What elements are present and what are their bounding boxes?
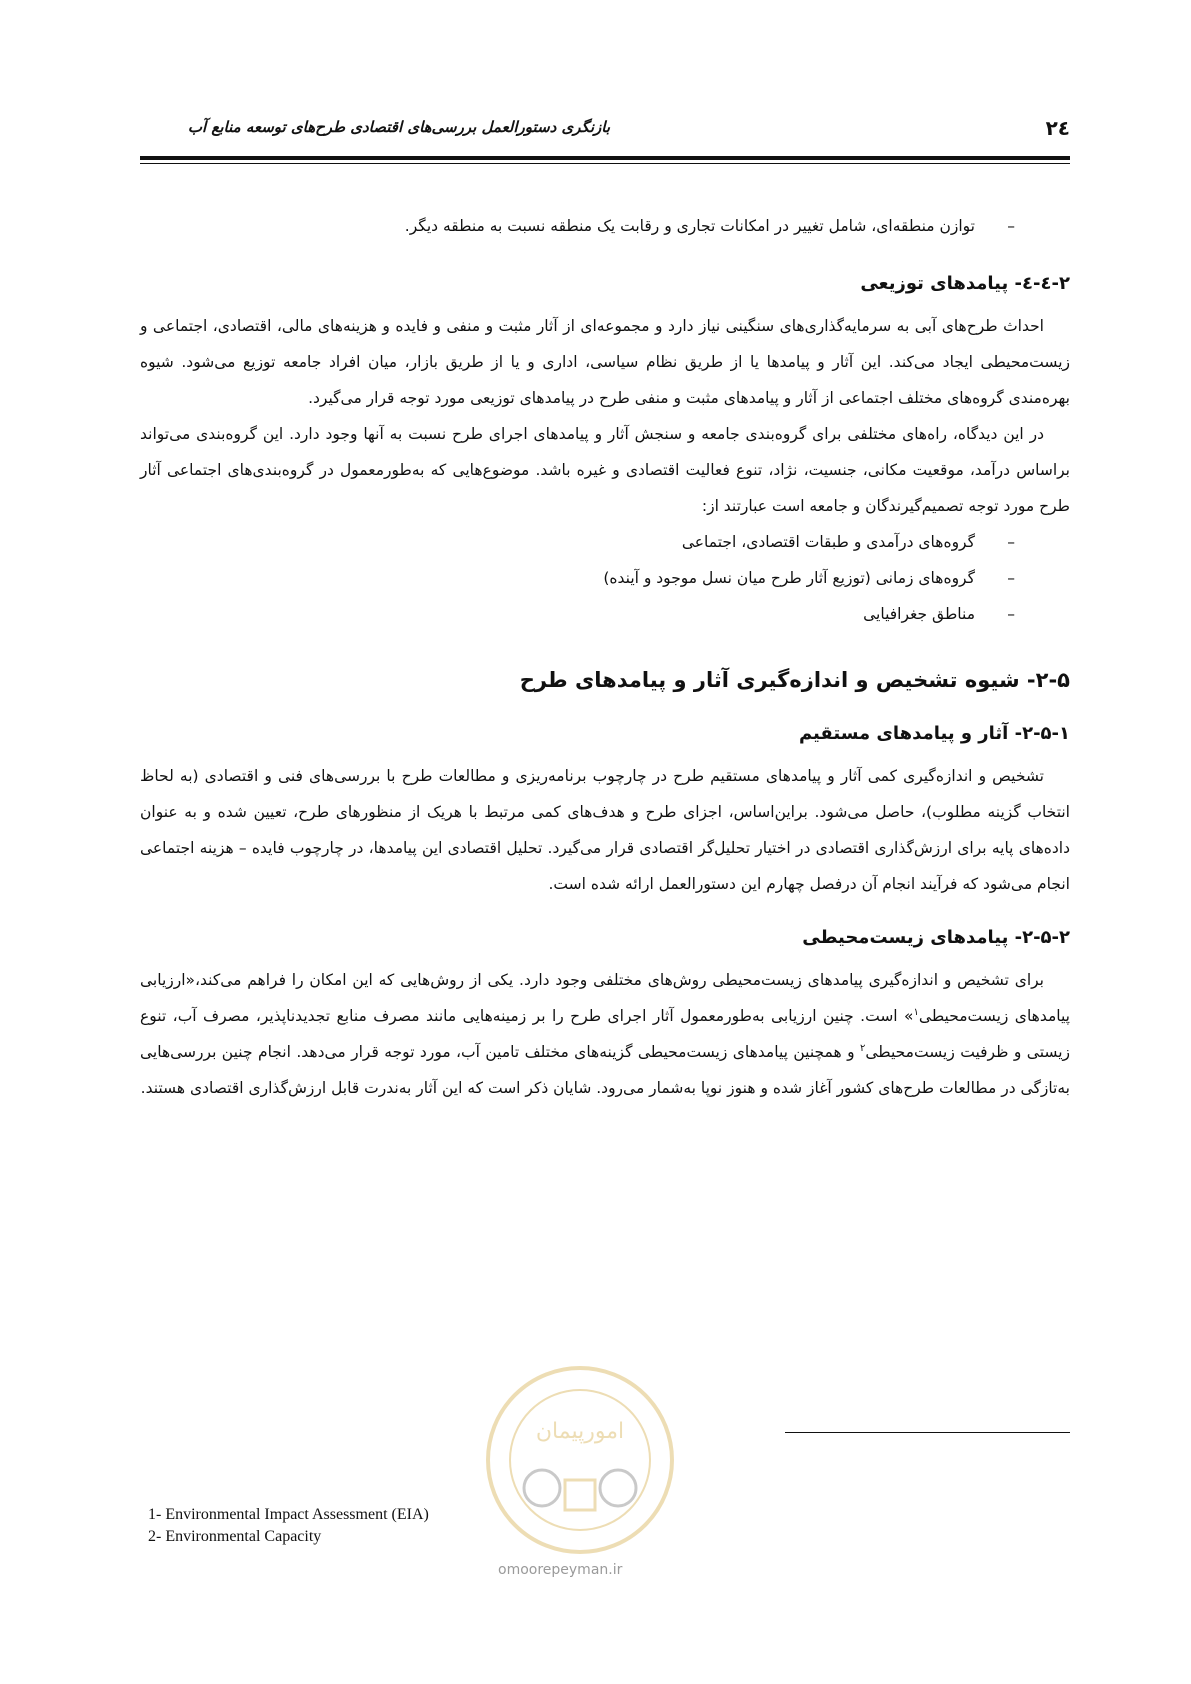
bullet-dash: – bbox=[1007, 569, 1015, 587]
paragraph-part: برای تشخیص و اندازه‌گیری پیامدهای زیست‌محیطی روش‌های مختلفی وجود دارد. یکی از روش‌هایی که این امکان را فراهم می‌کند،«ارزیابی پیامدهای زیست‌محیطی bbox=[140, 971, 1070, 1025]
page-number: ۲٤ bbox=[1045, 116, 1070, 140]
bullet-dash: – bbox=[1007, 217, 1015, 235]
section-heading-2-4-4: ۲-٤-٤- پیامدهای توزیعی bbox=[860, 273, 1070, 294]
watermark-logo-icon bbox=[480, 1360, 680, 1560]
body-text bbox=[140, 208, 1070, 1106]
section-heading-2-5-2: ۲-۵-۲- پیامدهای زیست‌محیطی bbox=[802, 927, 1070, 948]
footnote-1: 1- Environmental Impact Assessment (EIA) bbox=[148, 1506, 429, 1523]
header-title: بازنگری دستورالعمل بررسی‌های اقتصادی طرح‌های توسعه منابع آب bbox=[187, 118, 610, 136]
paragraph: در این دیدگاه، راه‌های مختلفی برای گروه‌بندی جامعه و سنجش آثار و پیامدهای اجرای طرح نسبت به آنها وجود دارد. این گروه‌بندی می‌تواند براساس درآمد، موقعیت مکانی، جنسیت، نژاد، تنوع فعالیت اقتصادی و غیره باشد. موضوع‌هایی که به‌طورمعمول در گروه‌بندی‌های اجتماعی آثار طرح مورد توجه تصمیم‌گیرندگان و جامعه است عبارتند از: bbox=[140, 425, 1070, 515]
bullet-dash: – bbox=[1007, 605, 1015, 623]
footnote-mark: ۱ bbox=[913, 1006, 919, 1018]
bullet-text: مناطق جغرافیایی bbox=[863, 605, 975, 623]
bullet-dash: – bbox=[1007, 533, 1015, 551]
bullet-item bbox=[140, 208, 1070, 244]
bullet-item bbox=[140, 524, 1070, 560]
footnote-2: 2- Environmental Capacity bbox=[148, 1528, 322, 1545]
header-rule-thin bbox=[140, 163, 1070, 164]
footnote-mark: ۲ bbox=[859, 1042, 866, 1054]
section-heading-2-5: ۲-۵- شیوه تشخیص و اندازه‌گیری آثار و پیامدهای طرح bbox=[519, 668, 1070, 692]
paragraph-part: » است. چنین ارزیابی به‌طورمعمول آثار اجرای طرح را بر زمینه‌هایی مانند مصرف منابع تجدیدناپذیر، مصرف آب، تنوع زیستی و ظرفیت زیست‌محیطی bbox=[140, 1007, 1070, 1061]
bullet-text: گروه‌های زمانی (توزیع آثار طرح میان نسل موجود و آینده) bbox=[603, 569, 975, 587]
header-rule-thick bbox=[140, 156, 1070, 160]
paragraph: تشخیص و اندازه‌گیری کمی آثار و پیامدهای مستقیم طرح در چارچوب برنامه‌ریزی و مطالعات طرح با بررسی‌های فنی و اقتصادی (به لحاظ انتخاب گزینه مطلوب)، حاصل می‌شود. براین‌اساس، اجزای طرح و هدف‌های کمی مرتبط با هریک از منظورهای طرح، تعیین شده و به عنوان داده‌های پایه برای ارزش‌گذاری اقتصادی در اختیار تحلیل‌گر اقتصادی قرار می‌گیرد. تحلیل اقتصادی این پیامدها، در چارچوب فایده – هزینه اجتماعی انجام می‌شود که فرآیند انجام آن درفصل چهارم این دستورالعمل ارائه شده است. bbox=[140, 767, 1070, 893]
watermark-site-text: omoorepeyman.ir bbox=[498, 1562, 623, 1578]
footnotes bbox=[148, 1504, 429, 1548]
paragraph bbox=[140, 962, 1070, 1106]
bullet-text: توازن منطقه‌ای، شامل تغییر در امکانات تجاری و رقابت یک منطقه نسبت به منطقه دیگر. bbox=[404, 217, 975, 235]
running-header bbox=[140, 112, 1070, 152]
paragraph: احداث طرح‌های آبی به سرمایه‌گذاری‌های سنگینی نیاز دارد و مجموعه‌ای از آثار مثبت و منفی و فایده و هزینه‌های مالی، اقتصادی، اجتماعی و زیست‌محیطی ایجاد می‌کند. این آثار و پیامدها یا از طریق نظام سیاسی، اداری و یا از طریق بازار، میان افراد جامعه توزیع می‌شود. شیوه بهره‌مندی گروه‌های مختلف اجتماعی از آثار و پیامدهای مثبت و منفی طرح در پیامدهای توزیعی مورد توجه قرار می‌گیرد. bbox=[140, 317, 1070, 407]
bullet-item bbox=[140, 560, 1070, 596]
footnote-separator bbox=[785, 1432, 1070, 1433]
paragraph-part: و همچنین پیامدهای زیست‌محیطی گزینه‌های مختلف تامین آب، مورد توجه قرار می‌دهد. انجام چنین بررسی‌هایی به‌تازگی در مطالعات طرح‌های کشور آغاز شده و هنوز نوپا به‌شمار می‌رود. شایان ذکر است که این آثار به‌ندرت قابل ارزش‌گذاری اقتصادی هستند. bbox=[140, 1043, 1070, 1097]
bullet-text: گروه‌های درآمدی و طبقات اقتصادی، اجتماعی bbox=[681, 533, 975, 551]
section-heading-2-5-1: ۲-۵-۱- آثار و پیامدهای مستقیم bbox=[798, 723, 1070, 744]
watermark-site bbox=[498, 1562, 622, 1578]
bullet-item bbox=[140, 596, 1070, 632]
watermark-logo-text: امورپیمان bbox=[535, 1419, 625, 1444]
